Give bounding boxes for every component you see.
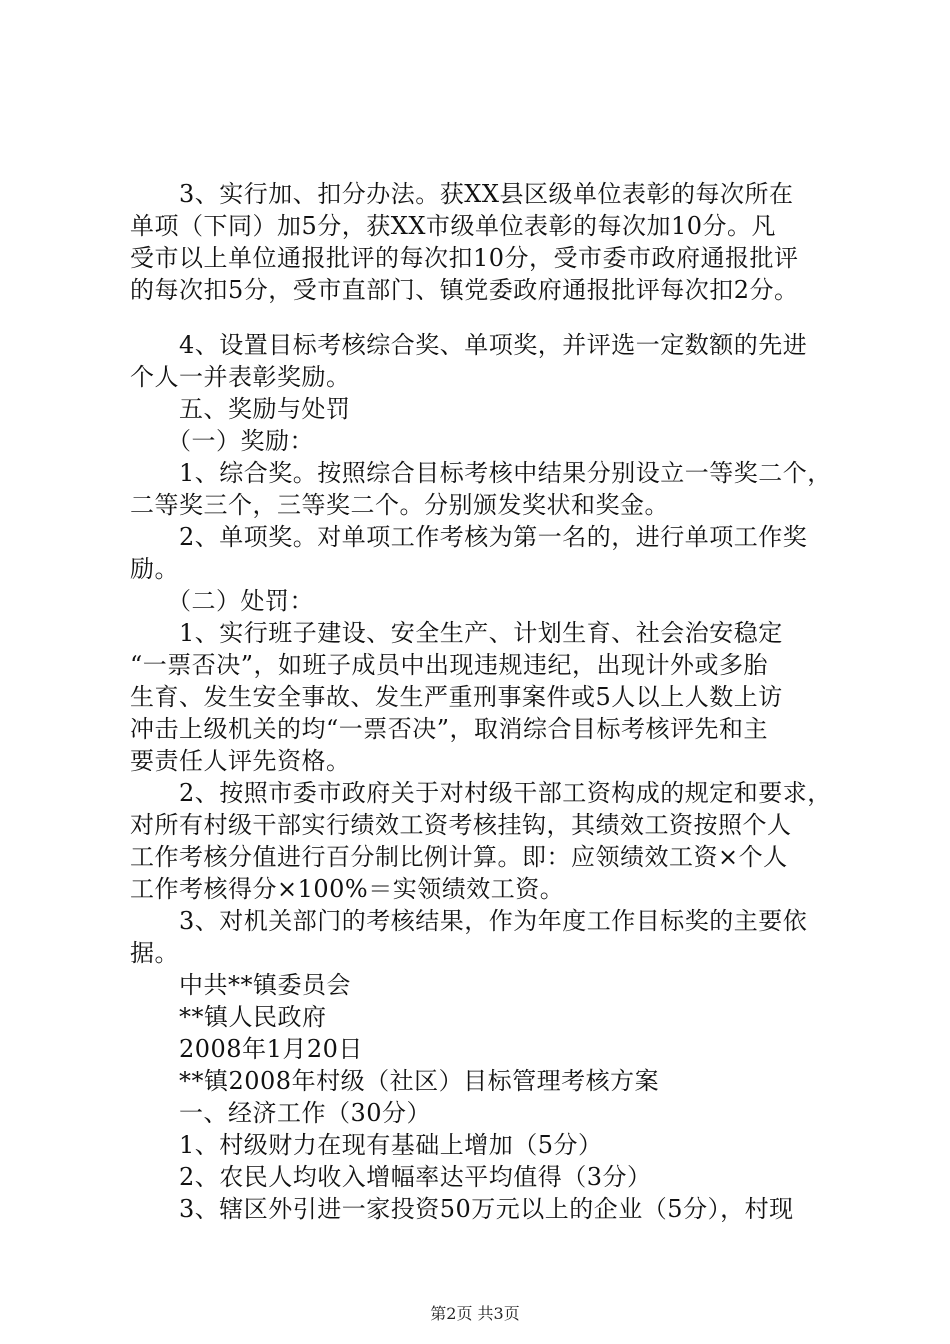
text-line: 生育、发生安全事故、发生严重刑事案件或5人以上人数上访	[130, 683, 783, 711]
text-line: 的每次扣5分，受市直部门、镇党委政府通报批评每次扣2分。	[130, 276, 799, 304]
section-heading: 五、奖励与处罚	[130, 395, 351, 423]
text-line: 2、单项奖。对单项工作考核为第一名的，进行单项工作奖	[130, 523, 808, 551]
text-line: 1、村级财力在现有基础上增加（5分）	[130, 1131, 603, 1159]
text-line: 单项（下同）加5分，获XX市级单位表彰的每次加10分。凡	[130, 212, 776, 240]
subsection-heading: （一）奖励：	[130, 427, 314, 455]
signature-government: **镇人民政府	[130, 1003, 327, 1031]
text-line: 工作考核分值进行百分制比例计算。即：应领绩效工资×个人	[130, 843, 788, 871]
text-line: 对所有村级干部实行绩效工资考核挂钩，其绩效工资按照个人	[130, 811, 792, 839]
subsection-heading: （二）处罚：	[130, 587, 314, 615]
text-line: 冲击上级机关的均“一票否决”，取消综合目标考核评先和主	[130, 715, 769, 743]
text-line: 据。	[130, 939, 179, 967]
section-heading: 一、经济工作（30分）	[130, 1099, 432, 1127]
text-line: 3、辖区外引进一家投资50万元以上的企业（5分），村现	[130, 1195, 794, 1223]
signature-organization: 中共**镇委员会	[130, 971, 351, 999]
text-line: 受市以上单位通报批评的每次扣10分，受市委市政府通报批评	[130, 244, 799, 272]
text-line: 要责任人评先资格。	[130, 747, 351, 775]
text-line: 励。	[130, 555, 179, 583]
page-number-footer: 第2页 共3页	[430, 1304, 520, 1323]
text-line: 4、设置目标考核综合奖、单项奖，并评选一定数额的先进	[130, 331, 808, 359]
document-title: **镇2008年村级（社区）目标管理考核方案	[130, 1067, 660, 1095]
text-line: 3、实行加、扣分办法。获XX县区级单位表彰的每次所在	[130, 180, 794, 208]
text-line: 1、实行班子建设、安全生产、计划生育、社会治安稳定	[130, 619, 783, 647]
text-line: 二等奖三个，三等奖二个。分别颁发奖状和奖金。	[130, 491, 669, 519]
text-line: 1、综合奖。按照综合目标考核中结果分别设立一等奖二个，	[130, 459, 832, 487]
text-line: 工作考核得分×100%＝实领绩效工资。	[130, 875, 565, 903]
signature-date: 2008年1月20日	[130, 1035, 363, 1063]
text-line: 个人一并表彰奖励。	[130, 363, 351, 391]
text-line: “一票否决”，如班子成员中出现违规违纪，出现计外或多胎	[130, 651, 769, 679]
text-line: 2、按照市委市政府关于对村级干部工资构成的规定和要求，	[130, 779, 832, 807]
text-line: 3、对机关部门的考核结果，作为年度工作目标奖的主要依	[130, 907, 808, 935]
text-line: 2、农民人均收入增幅率达平均值得（3分）	[130, 1163, 652, 1191]
